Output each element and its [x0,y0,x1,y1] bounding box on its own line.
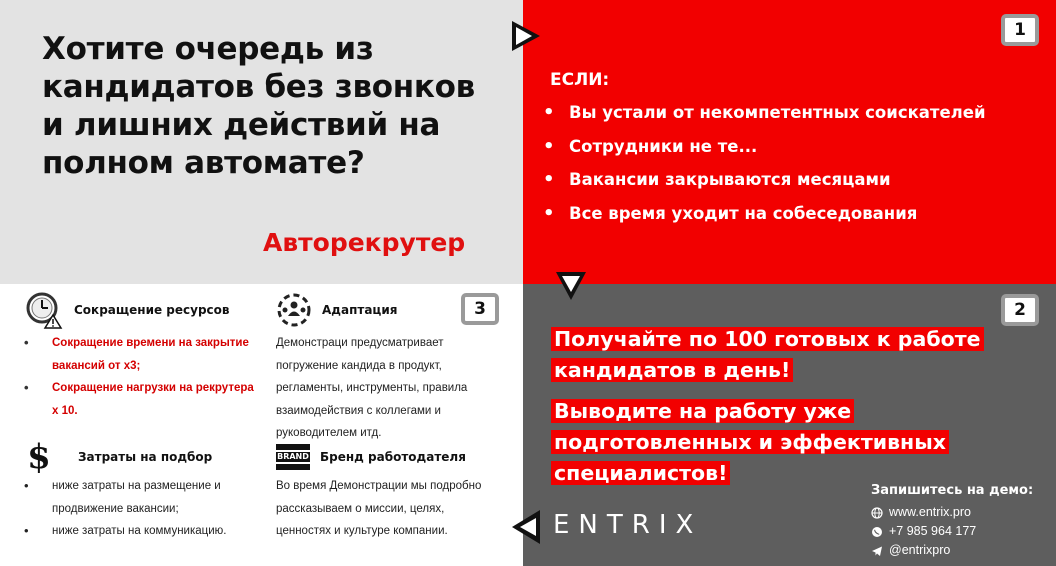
entrix-logo: ENTRIX [553,510,703,540]
contact-website[interactable]: www.entrix.pro [871,503,976,522]
dollar-icon: $ [27,437,51,477]
arrow-right-icon [512,21,540,51]
benefit-title: Сокращение ресурсов [74,303,230,317]
arrow-left-icon [512,510,540,544]
offer-headline-2: Выводите на работу уже подготовленных и эффективных специалистов! [551,396,951,489]
benefit-list [24,475,259,543]
benefit-title: Бренд работодателя [320,450,466,464]
list-item: • Сокращение времени на закрытие вакансий от х3; [24,332,259,377]
list-item: • Сокращение нагрузки на рекрутера х 10. [24,377,259,422]
benefit-employer [276,437,491,543]
offer-panel [523,284,1056,566]
benefit-text: Во время Демонстрации мы подробно рассказываем о миссии, целях, ценностях и культуре компании. [276,480,482,537]
contact-telegram[interactable]: @entrixpro [871,541,976,560]
list-item: • Все время уходит на собеседования [543,201,986,235]
brand-icon: BRAND [276,444,310,470]
telegram-icon [871,545,883,557]
team-gear-icon [276,290,312,330]
benefit-list [24,332,259,422]
whatsapp-icon [871,526,883,538]
list-item: • Сотрудники не те... [543,134,986,168]
list-item: • Вакансии закрываются месяцами [543,167,986,201]
contacts-list [871,503,976,560]
demo-title: Запишитесь на демо: [871,483,1034,498]
step-badge-3: 3 [461,293,499,325]
benefit-costs [24,437,259,543]
main-headline: Хотите очередь из кандидатов без звонков и лишних действий на полном автомате? [42,31,475,181]
globe-icon [871,507,883,519]
benefit-title: Затраты на подбор [78,450,213,464]
list-item: • ниже затраты на коммуникацию. [24,520,259,543]
problems-title: ЕСЛИ: [550,70,610,90]
benefits-panel [0,284,523,566]
benefit-text: Демонстраци предусматривает погружение кандида в продукт, регламенты, инструменты, правила взаимодействия с коллегами и руководителем итд. [276,337,468,439]
intro-panel [0,0,523,284]
benefit-adapt [276,290,491,445]
list-item: • Вы устали от некомпетентных соискателей [543,100,986,134]
benefit-reduce [24,290,259,422]
product-name: Авторекрутер [263,228,466,257]
step-badge-2: 2 [1001,294,1039,326]
offer-headline-1: Получайте по 100 готовых к работе кандидатов в день! [551,324,981,386]
contact-phone[interactable]: +7 985 964 177 [871,522,976,541]
problems-list [543,100,986,234]
arrow-down-icon [556,272,586,300]
step-badge-1: 1 [1001,14,1039,46]
clock-warning-icon [24,290,64,330]
benefit-title: Адаптация [322,303,398,317]
list-item: • ниже затраты на размещение и продвижение вакансии; [24,475,259,520]
problems-panel [523,0,1056,284]
